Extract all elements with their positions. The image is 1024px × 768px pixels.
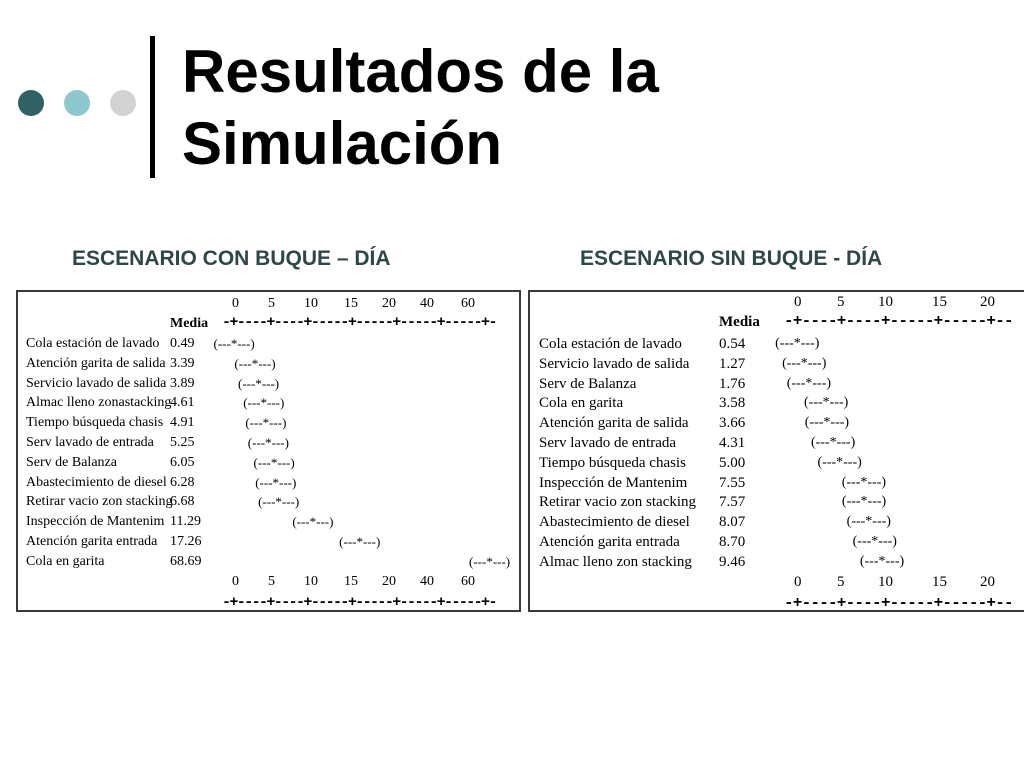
row-mean: 6.28 bbox=[170, 474, 195, 490]
row-name: Serv lavado de entrada bbox=[26, 435, 154, 450]
confidence-interval: (---*---) bbox=[817, 454, 862, 470]
row-mean: 6.68 bbox=[170, 494, 195, 510]
row-mean: 6.05 bbox=[170, 454, 195, 470]
confidence-interval: (---*---) bbox=[804, 415, 850, 431]
row-name: Inspección de Mantenim bbox=[26, 514, 165, 530]
slide-title bbox=[182, 36, 659, 180]
confidence-interval: (---*---) bbox=[245, 415, 287, 431]
confidence-interval: (---*---) bbox=[775, 336, 820, 351]
row-name: Atención garita de salida bbox=[539, 415, 689, 432]
confidence-interval: (---*---) bbox=[804, 395, 849, 411]
left-results-panel bbox=[16, 290, 521, 612]
row-mean: 68.69 bbox=[170, 553, 202, 569]
scale-tick-bottom: 10 bbox=[304, 573, 318, 589]
row-name: Atención garita entrada bbox=[539, 534, 680, 550]
row-mean: 11.29 bbox=[170, 514, 201, 530]
scale-rule-top: -+----+----+-----+-----+-----+-----+- bbox=[222, 314, 496, 331]
row-mean: 0.54 bbox=[719, 336, 746, 352]
row-name: Almac lleno zon stacking bbox=[539, 553, 692, 570]
scale-tick-top: 0 bbox=[794, 294, 802, 310]
confidence-interval: (---*---) bbox=[247, 435, 289, 450]
scale-tick-bottom: 15 bbox=[344, 573, 358, 589]
dot-light bbox=[64, 90, 90, 116]
confidence-interval: (---*---) bbox=[810, 435, 856, 450]
scale-tick-bottom: 60 bbox=[461, 573, 475, 589]
row-mean: 8.70 bbox=[719, 534, 746, 550]
scale-tick-bottom: 10 bbox=[878, 573, 893, 590]
row-name: Cola estación de lavado bbox=[539, 336, 682, 352]
row-name: Serv lavado de entrada bbox=[539, 435, 677, 451]
scale-tick-top: 15 bbox=[344, 296, 358, 311]
confidence-interval: (---*---) bbox=[258, 494, 300, 510]
row-name: Tiempo búsqueda chasis bbox=[26, 415, 164, 431]
row-name: Inspección de Mantenim bbox=[539, 474, 688, 491]
confidence-interval: (---*---) bbox=[786, 375, 832, 391]
scale-tick-top: 5 bbox=[837, 294, 845, 310]
row-name: Retirar vacio zon stacking bbox=[26, 494, 173, 510]
row-name: Tiempo búsqueda chasis bbox=[539, 454, 686, 471]
row-name: Serv de Balanza bbox=[26, 454, 117, 470]
row-name: Almac lleno zonastacking bbox=[26, 395, 172, 411]
confidence-interval: (---*---) bbox=[255, 474, 297, 490]
confidence-interval: (---*---) bbox=[859, 553, 905, 569]
row-mean: 1.76 bbox=[719, 375, 746, 392]
row-name: Atención garita entrada bbox=[26, 534, 158, 549]
right-scenario-heading: ESCENARIO SIN BUQUE - DÍA bbox=[580, 247, 883, 270]
row-mean: 7.55 bbox=[719, 474, 746, 491]
confidence-interval: (---*---) bbox=[339, 534, 381, 549]
scale-tick-top: 0 bbox=[232, 296, 239, 311]
scale-tick-bottom: 20 bbox=[980, 573, 995, 590]
row-name: Servicio lavado de salida bbox=[26, 375, 167, 391]
confidence-interval: (---*---) bbox=[852, 534, 897, 549]
row-mean: 5.00 bbox=[719, 454, 746, 471]
confidence-interval: (---*---) bbox=[782, 355, 827, 371]
scale-tick-bottom: 0 bbox=[794, 573, 802, 590]
scale-tick-top: 20 bbox=[382, 296, 396, 311]
row-mean: 3.89 bbox=[170, 375, 195, 391]
scale-tick-top: 60 bbox=[461, 296, 475, 311]
confidence-interval: (---*---) bbox=[238, 375, 280, 391]
title-divider bbox=[150, 36, 155, 178]
title-line-1: Resultados de la bbox=[182, 38, 659, 105]
row-mean: 9.46 bbox=[719, 553, 746, 570]
row-mean: 3.58 bbox=[719, 395, 746, 412]
scale-tick-bottom: 5 bbox=[837, 573, 845, 590]
row-mean: 1.27 bbox=[719, 355, 746, 372]
scale-tick-top: 10 bbox=[304, 296, 318, 311]
dot-dark bbox=[18, 90, 44, 116]
row-name: Cola estación de lavado bbox=[26, 336, 160, 351]
row-name: Abastecimiento de diesel bbox=[26, 474, 167, 490]
row-mean: 4.31 bbox=[719, 435, 746, 451]
scale-tick-top: 15 bbox=[932, 294, 947, 310]
title-line-2: Simulación bbox=[182, 110, 503, 177]
row-mean: 17.26 bbox=[170, 534, 202, 549]
confidence-interval: (---*---) bbox=[253, 454, 295, 470]
row-name: Serv de Balanza bbox=[539, 375, 637, 392]
row-mean: 4.61 bbox=[170, 395, 195, 411]
row-mean: 4.91 bbox=[170, 415, 195, 431]
confidence-interval: (---*---) bbox=[841, 494, 887, 510]
right-results-panel bbox=[528, 290, 1024, 612]
scale-tick-top: 5 bbox=[268, 296, 275, 311]
scale-tick-bottom: 0 bbox=[232, 573, 239, 589]
row-name: Retirar vacio zon stacking bbox=[539, 494, 697, 511]
scale-tick-top: 40 bbox=[420, 296, 434, 311]
scale-tick-bottom: 20 bbox=[382, 573, 396, 589]
confidence-interval: (---*---) bbox=[469, 553, 511, 569]
media-label: Media bbox=[170, 316, 209, 331]
row-mean: 5.25 bbox=[170, 435, 195, 450]
row-name: Atención garita de salida bbox=[26, 355, 166, 371]
scale-tick-bottom: 40 bbox=[420, 573, 434, 589]
scale-tick-bottom: 5 bbox=[268, 573, 275, 589]
slide-bullet-dots bbox=[18, 90, 136, 116]
confidence-interval: (---*---) bbox=[213, 336, 255, 351]
confidence-interval: (---*---) bbox=[841, 474, 887, 490]
scale-tick-bottom: 15 bbox=[932, 573, 947, 590]
scale-rule-top: -+----+----+-----+-----+-- bbox=[784, 312, 1013, 330]
confidence-interval: (---*---) bbox=[292, 514, 334, 530]
scale-rule-bottom: -+----+----+-----+-----+-- bbox=[784, 593, 1013, 612]
scale-rule-bottom: -+----+----+-----+-----+-----+-----+- bbox=[222, 593, 496, 611]
row-mean: 3.39 bbox=[170, 355, 195, 371]
left-scenario-heading: ESCENARIO CON BUQUE – DÍA bbox=[72, 247, 391, 270]
row-mean: 7.57 bbox=[719, 494, 746, 511]
scale-tick-top: 10 bbox=[878, 294, 893, 310]
row-mean: 0.49 bbox=[170, 336, 195, 351]
row-mean: 8.07 bbox=[719, 514, 746, 531]
row-name: Servicio lavado de salida bbox=[539, 355, 690, 372]
scale-tick-top: 20 bbox=[980, 294, 995, 310]
confidence-interval: (---*---) bbox=[846, 514, 891, 530]
media-label: Media bbox=[719, 314, 760, 330]
row-name: Cola en garita bbox=[26, 553, 105, 569]
confidence-interval: (---*---) bbox=[234, 355, 276, 371]
row-name: Cola en garita bbox=[539, 395, 624, 412]
row-name: Abastecimiento de diesel bbox=[539, 514, 690, 531]
row-mean: 3.66 bbox=[719, 415, 746, 432]
dot-gray bbox=[110, 90, 136, 116]
confidence-interval: (---*---) bbox=[243, 395, 285, 411]
